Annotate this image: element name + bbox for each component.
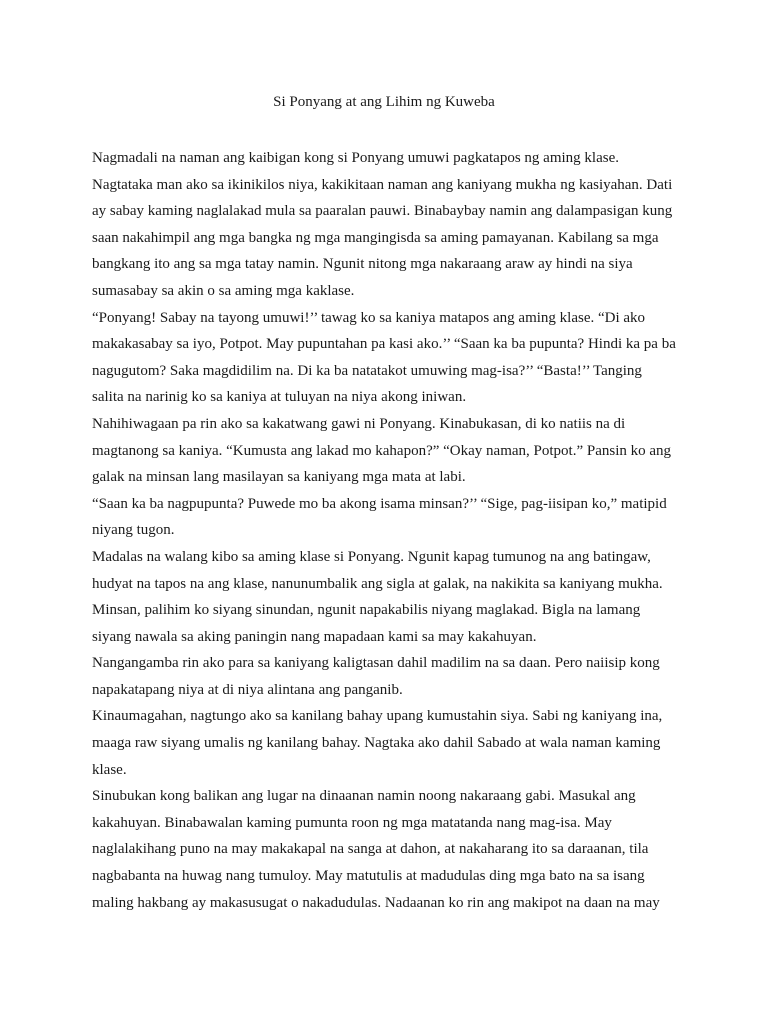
text-line: maling hakbang ay makasusugat o nakadudulas. Nadaanan ko rin ang makipot na daan na may	[92, 894, 660, 911]
document-title: Si Ponyang at ang Lihim ng Kuweba	[273, 94, 495, 110]
text-line: “Saan ka ba nagpupunta? Puwede mo ba akong isama minsan?’’ “Sige, pag-iisipan ko,” matipid	[92, 495, 667, 512]
text-line: Kinaumagahan, nagtungo ako sa kanilang bahay upang kumustahin siya. Sabi ng kaniyang ina,	[92, 708, 663, 725]
text-line: salita na narinig ko sa kaniya at tuluyan na niya akong iniwan.	[92, 389, 467, 406]
text-line: Nangangamba rin ako para sa kaniyang kaligtasan dahil madilim na sa daan. Pero naiisip kong	[92, 655, 660, 672]
text-line: niyang tugon.	[92, 522, 175, 539]
text-line: sumasabay sa akin o sa aming mga kaklase.	[92, 282, 355, 299]
text-line: hudyat na tapos na ang klase, nanunumbalik ang sigla at galak, na nakikita sa kaniyang mukha.	[92, 575, 663, 592]
text-line: makakasabay sa iyo, Potpot. May pupuntahan pa kasi ako.’’ “Saan ka ba pupunta? Hindi ka pa ba	[92, 336, 676, 353]
text-line: saan nakahimpil ang mga bangka ng mga mangingisda sa aming pamayanan. Kabilang sa mga	[92, 229, 659, 246]
text-line: Madalas na walang kibo sa aming klase si Ponyang. Ngunit kapag tumunog na ang batingaw,	[92, 548, 651, 565]
text-line: napakatapang niya at di niya alintana ang panganib.	[92, 681, 403, 698]
text-line: Nagtataka man ako sa ikinikilos niya, kakikitaan naman ang kaniyang mukha ng kasiyahan. Dati	[92, 176, 673, 193]
text-line: naglalakihang puno na may makakapal na sanga at dahon, at nakaharang ito sa daraanan, tila	[92, 841, 649, 858]
text-line: Nagmadali na naman ang kaibigan kong si Ponyang umuwi pagkatapos ng aming klase.	[92, 150, 619, 166]
text-line: siyang nawala sa aking paningin nang mapadaan kami sa may kakahuyan.	[92, 628, 537, 645]
text-line: galak na minsan lang masilayan sa kaniyang mga mata at labi.	[92, 469, 466, 486]
text-line: klase.	[92, 761, 127, 778]
story-body	[92, 145, 692, 916]
text-line: nagugutom? Saka magdidilim na. Di ka ba natatakot umuwing mag-isa?’’ “Basta!’’ Tanging	[92, 362, 642, 379]
text-line: ay sabay kaming naglalakad mula sa paaralan pauwi. Binabaybay namin ang dalampasigan kung	[92, 203, 673, 220]
text-line: magtanong sa kaniya. “Kumusta ang lakad mo kahapon?” “Okay naman, Potpot.” Pansin ko ang	[92, 442, 672, 459]
text-line: kakahuyan. Binabawalan kaming pumunta roon ng mga matatanda nang mag-isa. May	[92, 814, 612, 831]
text-line: bangkang ito ang sa mga tatay namin. Ngunit nitong mga nakaraang araw ay hindi na siya	[92, 256, 633, 273]
text-line: Nahihiwagaan pa rin ako sa kakatwang gawi ni Ponyang. Kinabukasan, di ko natiis na di	[92, 415, 626, 432]
text-line: “Ponyang! Sabay na tayong umuwi!’’ tawag ko sa kaniya matapos ang aming klase. “Di ako	[92, 309, 646, 326]
text-line: Sinubukan kong balikan ang lugar na dinaanan namin noong nakaraang gabi. Masukal ang	[92, 788, 636, 805]
text-line: Minsan, palihim ko siyang sinundan, ngunit napakabilis niyang maglakad. Bigla na lamang	[92, 602, 641, 619]
text-line: maaga raw siyang umalis ng kanilang bahay. Nagtaka ako dahil Sabado at wala naman kaming	[92, 735, 661, 752]
text-line: nagbabanta na huwag nang tumuloy. May matutulis at madudulas ding mga bato na sa isang	[92, 868, 645, 885]
